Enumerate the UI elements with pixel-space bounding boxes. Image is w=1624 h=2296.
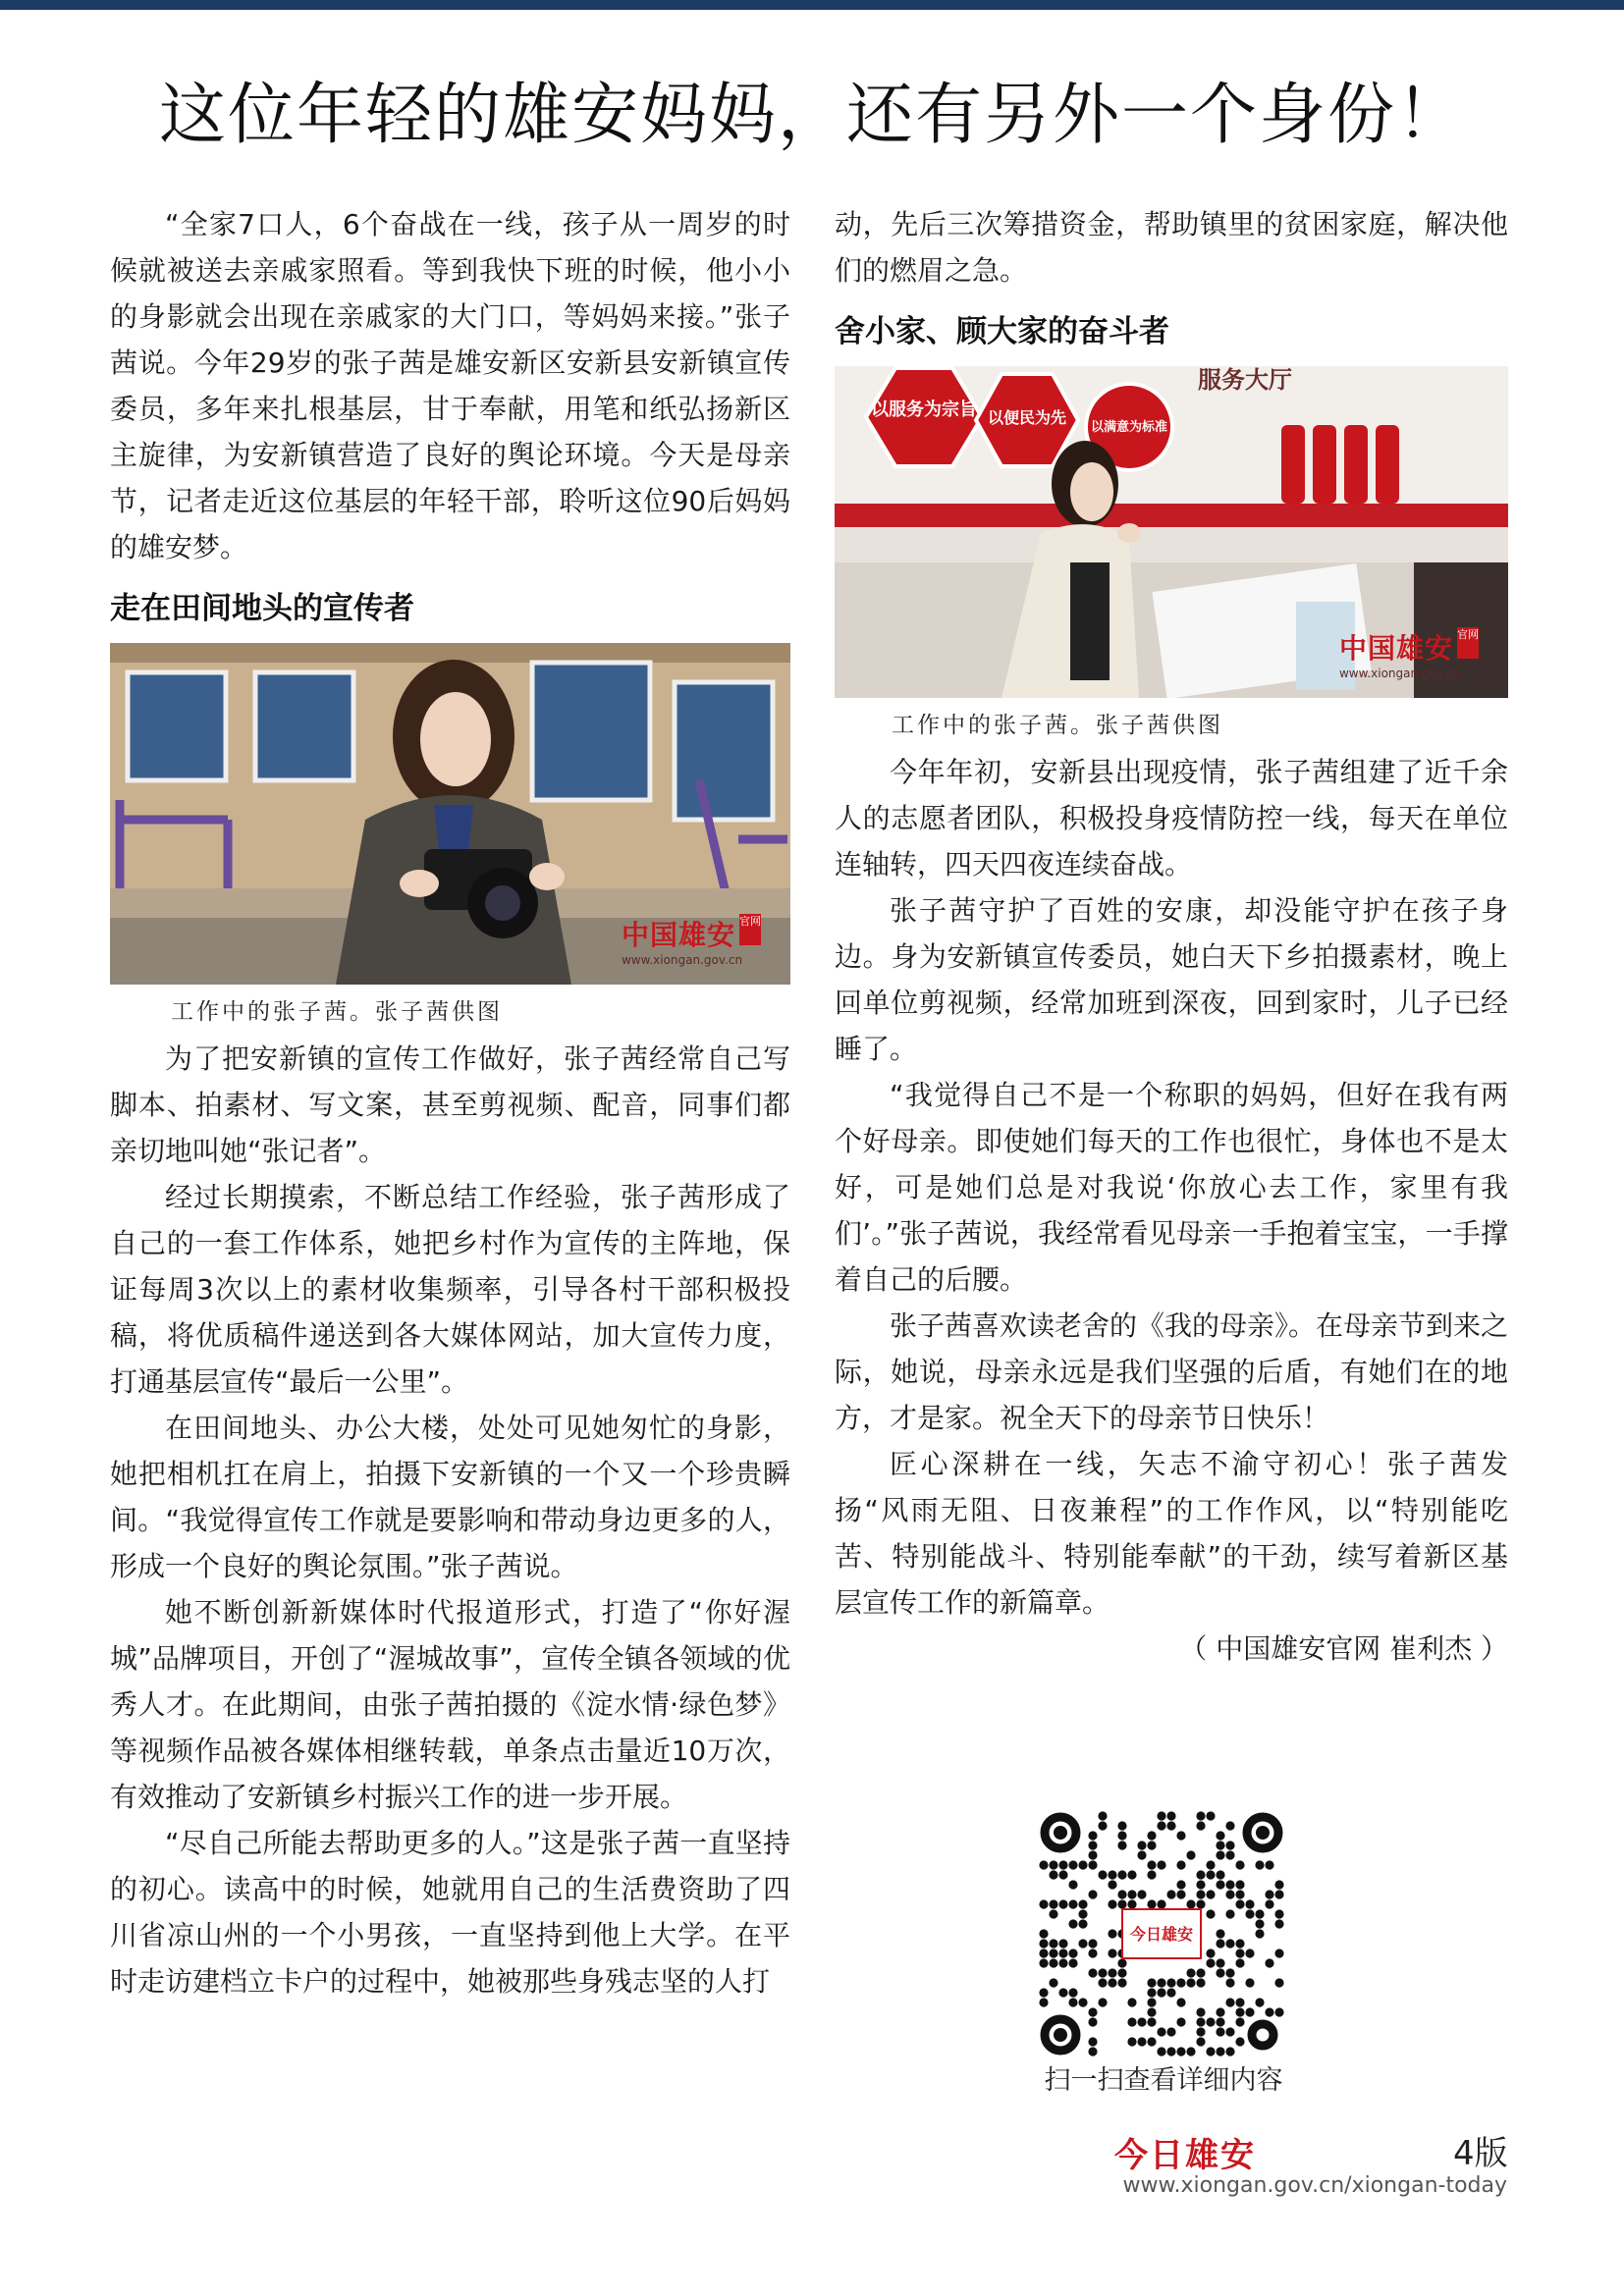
page-number: 4版 — [1453, 2134, 1508, 2173]
hall-banner-text: 服务大厅 — [1198, 366, 1292, 394]
paragraph: 张子茜守护了百姓的安康，却没能守护在孩子身边。身为安新镇宣传委员，她白天下乡拍摄素材，晚上回单位剪视频，经常加班到深夜，回到家时，儿子已经睡了。 — [835, 894, 1508, 1065]
sign-text-3: 以满意为标准 — [1090, 420, 1168, 435]
watermark-title: 中国雄安 — [1338, 632, 1453, 665]
qr-code-image — [1039, 1811, 1284, 2056]
watermark-logo — [622, 914, 761, 967]
watermark-seal: 官网 — [1457, 627, 1479, 659]
qr-caption: 扫一扫查看详细内容 — [1044, 2065, 1283, 2096]
watermark-url: www.xiongan.gov.cn — [1338, 667, 1461, 680]
article-credit: （ 中国雄安官网 崔利杰 ） — [1179, 1632, 1508, 1665]
watermark-title: 中国雄安 — [621, 919, 735, 951]
intro-paragraph: “全家7口人，6个奋战在一线，孩子从一周岁的时候就被送去亲戚家照看。等到我快下班的时候，他小小的身影就会出现在亲戚家的大门口，等妈妈来接。”张子茜说。今年29岁的张子茜是雄安新区安新县安新镇宣传委员，多年来扎根基层，甘于奉献，用笔和纸弘扬新区主旋律，为安新镇营造了良好的舆论环境。今天是母亲节，记者走近这位基层的年轻干部，聆听这位90后妈妈的雄安梦。 — [110, 208, 790, 563]
paragraph: “尽自己所能去帮助更多的人。”这是张子茜一直坚持的初心。读高中的时候，她就用自己的生活费资助了四川省凉山州的一个小男孩，一直坚持到他上大学。在平时走访建档立卡户的过程中，她被那些身残志坚的人打 — [110, 1827, 790, 1998]
paragraph: 经过长期摸索，不断总结工作经验，张子茜形成了自己的一套工作体系，她把乡村作为宣传的主阵地，保证每周3次以上的素材收集频率，引导各村干部积极投稿，将优质稿件递送到各大媒体网站，加大宣传力度，打通基层宣传“最后一公里”。 — [110, 1181, 790, 1398]
sign-text-2: 以便民为先 — [987, 408, 1067, 427]
sign-text-1: 以服务为宗旨 — [871, 400, 977, 420]
photo-woman-service-hall — [835, 366, 1508, 698]
paragraph: 为了把安新镇的宣传工作做好，张子茜经常自己写脚本、拍素材、写文案，甚至剪视频、配音，同事们都亲切地叫她“张记者”。 — [110, 1042, 790, 1167]
paragraph: 在田间地头、办公大楼，处处可见她匆忙的身影，她把相机扛在肩上，拍摄下安新镇的一个又一个珍贵瞬间。“我觉得宣传工作就是要影响和带动身边更多的人，形成一个良好的舆论氛围。”张子茜说。 — [110, 1412, 790, 1582]
article-headline: 这位年轻的雄安妈妈，还有另外一个身份！ — [158, 77, 1465, 154]
footer-url: www.xiongan.gov.cn/xiongan-today — [1122, 2173, 1507, 2198]
continued-paragraph: 动，先后三次筹措资金，帮助镇里的贫困家庭，解决他们的燃眉之急。 — [835, 208, 1508, 287]
qr-code[interactable] — [1039, 1811, 1284, 2056]
paragraph: 匠心深耕在一线，矢志不渝守初心！张子茜发扬“风雨无阻、日夜兼程”的工作作风，以“特别能吃苦、特别能战斗、特别能奉献”的干劲，续写着新区基层宣传工作的新篇章。 — [835, 1448, 1508, 1619]
section-title-1: 走在田间地头的宣传者 — [110, 591, 414, 626]
paragraph: 张子茜喜欢读老舍的《我的母亲》。在母亲节到来之际，她说，母亲永远是我们坚强的后盾，有她们在的地方，才是家。祝全天下的母亲节日快乐！ — [835, 1309, 1509, 1434]
paragraph: “我觉得自己不是一个称职的妈妈，但好在我有两个好母亲。即使她们每天的工作也很忙，身体也不是太好，可是她们总是对我说‘你放心去工作，家里有我们’。”张子茜说，我经常看见母亲一手抱着宝宝，一手撑着自己的后腰。 — [835, 1079, 1508, 1296]
photo-caption-1: 工作中的张子茜。张子茜供图 — [171, 999, 503, 1025]
qr-center-label: 今日雄安 — [1129, 1925, 1194, 1944]
photo-caption-2: 工作中的张子茜。张子茜供图 — [892, 713, 1223, 738]
footer-brand-logo: 今日雄安 — [1114, 2136, 1256, 2175]
top-bar — [0, 0, 1624, 10]
right-column — [835, 201, 1508, 1672]
paragraph: 今年年初，安新县出现疫情，张子茜组建了近千余人的志愿者团队，积极投身疫情防控一线，每天在单位连轴转，四天四夜连续奋战。 — [835, 756, 1508, 881]
paragraph: 她不断创新新媒体时代报道形式，打造了“你好渥城”品牌项目，开创了“渥城故事”，宣传全镇各领域的优秀人才。在此期间，由张子茜拍摄的《淀水情·绿色梦》等视频作品被各媒体相继转载，单条点击量近10万次，有效推动了安新镇乡村振兴工作的进一步开展。 — [110, 1596, 790, 1813]
watermark-logo — [1339, 627, 1479, 680]
watermark-url: www.xiongan.gov.cn — [621, 953, 743, 967]
photo-woman-with-camera — [110, 643, 790, 985]
watermark-seal: 官网 — [739, 914, 761, 945]
section-title-2: 舍小家、顾大家的奋斗者 — [835, 314, 1169, 349]
left-column — [110, 201, 790, 2004]
